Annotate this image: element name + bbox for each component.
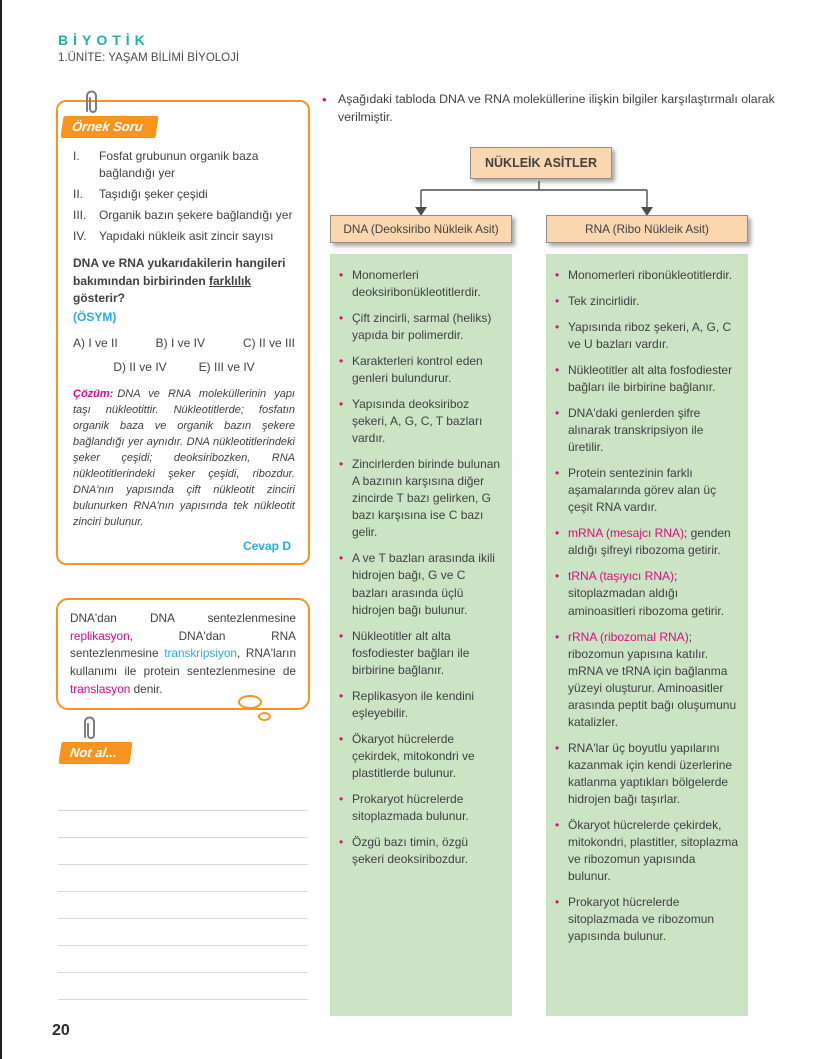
- bullet-icon: •: [555, 629, 560, 644]
- bullet-item: [555, 817, 739, 885]
- bullet-item: [555, 405, 739, 456]
- bullet-icon: •: [322, 92, 327, 107]
- note-box: [56, 726, 310, 1016]
- bullet-icon: •: [339, 354, 344, 369]
- highlighted-term: rRNA (ribozomal RNA): [568, 629, 689, 644]
- bullet-icon: •: [339, 628, 344, 643]
- page-edge-line: [0, 0, 2, 1059]
- bullet-item: [339, 310, 503, 344]
- answer-option: A) I ve II: [73, 336, 118, 351]
- bullet-text: Ökaryot hücrelerde çekirdek, mitokondri ve plastitlerde bulunur.: [352, 731, 475, 780]
- solution-label: Çözüm:: [73, 388, 114, 401]
- bullet-icon: •: [339, 311, 344, 326]
- bullet-item: [339, 353, 503, 387]
- bullet-icon: •: [339, 834, 344, 849]
- brand-logo: BİYOTİK: [58, 32, 150, 48]
- item-numeral: II.: [73, 187, 84, 202]
- item-text: Taşıdığı şeker çeşidi: [99, 187, 208, 202]
- bullet-text: mRNA (mesajcı RNA); genden aldığı şifreyi ribozoma getirir.: [568, 526, 731, 558]
- bullet-item: [339, 688, 503, 722]
- question-item: [73, 207, 295, 224]
- note-ruled-lines: [58, 784, 308, 1012]
- item-text: Organik bazın şekere bağlandığı yer: [99, 208, 293, 223]
- bullet-icon: •: [555, 466, 560, 481]
- question-source: (ÖSYM): [73, 310, 117, 325]
- bullet-text: Çift zincirli, sarmal (heliks) yapıda bir polimerdir.: [352, 311, 492, 343]
- bullet-icon: •: [555, 406, 560, 421]
- unit-title: 1.ÜNİTE: YAŞAM BİLİMİ BİYOLOJİ: [58, 52, 240, 64]
- bullet-item: [339, 550, 503, 618]
- example-question-tab: Örnek Soru: [60, 116, 158, 138]
- bullet-text: Prokaryot hücrelerde sitoplazmada bulunur.: [352, 791, 469, 823]
- question-item: [73, 228, 295, 245]
- item-numeral: I.: [73, 149, 80, 163]
- question-suffix: gösterir?: [73, 290, 126, 305]
- bullet-item: [555, 465, 739, 516]
- text-segment: denir.: [130, 681, 163, 696]
- bullet-item: [555, 740, 739, 808]
- bullet-text: Nükleotitler alt alta fosfodiester bağları ile birbirine bağlanır.: [568, 363, 733, 395]
- bullet-icon: •: [555, 363, 560, 378]
- example-question-box: [56, 100, 310, 565]
- highlighted-term: tRNA (taşıyıcı RNA): [568, 569, 675, 584]
- bullet-icon: •: [555, 894, 560, 909]
- item-numeral: IV.: [73, 229, 87, 244]
- page-number: 20: [52, 1022, 70, 1039]
- bullet-text: Ökaryot hücrelerde çekirdek, mitokondri, plastitler, sitoplazma ve ribozomun yapısında bulunur.: [568, 817, 739, 883]
- question-item: [73, 148, 295, 182]
- bullet-icon: •: [555, 740, 560, 755]
- bullet-item: [339, 396, 503, 447]
- bubble-tail-large: [238, 695, 262, 709]
- solution-body: DNA ve RNA moleküllerinin yapı taşı nükleotittir. Nükleotitlerde; fosfatın organik baza ve organik bazın şekere bağlandığı yer aynıdır. DNA nükleotitlerindeki şeker çeşidi; deoksiribozken, RNA nükleotitlerindeki şeker çeşidi, ribozdur. DNA'nın yapısında çift nükleotit zinciri bulunurken RNA'nın yapısında tek nükleotit zinciri bulunur.: [73, 388, 295, 528]
- bullet-icon: •: [555, 526, 560, 541]
- text-segment: translasyon: [70, 681, 131, 696]
- answer-option: B) I ve IV: [155, 336, 206, 351]
- bullet-text: Zincirlerden birinde bulunan A bazının karşısına diğer zincirde T bazı gelirken, G bazı karşısına ise C bazı gelir.: [352, 457, 501, 540]
- bullet-item: [339, 834, 503, 868]
- question-text: [73, 255, 295, 307]
- bullet-icon: •: [555, 320, 560, 335]
- bullet-icon: •: [339, 268, 344, 282]
- bullet-text: Yapısında deoksiriboz şekeri, A, G, C, T bazları vardır.: [352, 397, 483, 446]
- text-segment: , DNA'dan RNA sentezlenmesine: [70, 628, 296, 661]
- bullet-icon: •: [339, 731, 344, 746]
- bullet-text: RNA'lar üç boyutlu yapılarını kazanmak için kendi üzerlerine katlanma yaptıkları bölgelerde hidrojen bağı taşırlar.: [568, 740, 733, 806]
- item-numeral: III.: [73, 208, 87, 223]
- question-prefix: DNA ve RNA yukarıdakilerin hangileri bakımından birbirinden: [73, 256, 286, 288]
- tree-connector-arrows: [330, 181, 748, 217]
- intro-text: Aşağıdaki tabloda DNA ve RNA moleküllerine ilişkin bilgiler karşılaştırmalı olarak verilmiştir.: [338, 92, 775, 125]
- item-text: Fosfat grubunun organik baza bağlandığı yer: [99, 149, 259, 181]
- bullet-text: Karakterleri kontrol eden genleri bulundurur.: [352, 354, 483, 386]
- question-items: [73, 148, 295, 245]
- bullet-text: Replikasyon ile kendini eşleyebilir.: [352, 688, 475, 720]
- bullet-text: Özgü bazı timin, özgü şekeri deoksiribozdur.: [352, 834, 469, 866]
- bullet-item: [555, 362, 739, 396]
- question-underlined-word: farklılık: [209, 273, 252, 288]
- answer-option: C) II ve III: [242, 336, 295, 351]
- bullet-icon: •: [339, 688, 344, 703]
- bullet-icon: •: [339, 551, 344, 566]
- bullet-text: Protein sentezinin farklı aşamalarında görev alan üç çeşit RNA vardır.: [568, 466, 717, 515]
- solution-paragraph: [73, 387, 295, 530]
- text-segment: replikasyon: [70, 628, 130, 643]
- comparison-intro: [322, 90, 808, 127]
- bubble-tail-small: [258, 712, 271, 721]
- bullet-icon: •: [555, 268, 560, 282]
- answer-option: D) II ve IV: [113, 360, 167, 375]
- options-row-2: [73, 360, 295, 374]
- item-text: Yapıdaki nükleik asit zincir sayısı: [99, 229, 274, 244]
- bullet-icon: •: [339, 791, 344, 806]
- bullet-item: [339, 456, 503, 541]
- bullet-text: Monomerleri deoksiribonükleotitlerdir.: [352, 268, 481, 300]
- bullet-item: [339, 628, 503, 679]
- info-bubble: [56, 598, 310, 710]
- bullet-text: Monomerleri ribonükleotitlerdir.: [568, 268, 733, 282]
- bullet-item: [555, 629, 739, 731]
- dna-panel: [330, 254, 512, 1016]
- bullet-item: [555, 894, 739, 945]
- nucleic-acids-root-box: NÜKLEİK ASİTLER: [470, 147, 612, 179]
- options-row-1: [73, 336, 295, 350]
- bullet-item: [339, 267, 503, 301]
- bullet-item: [555, 568, 739, 619]
- bullet-item: [555, 293, 739, 310]
- bullet-text: Yapısında riboz şekeri, A, G, C ve U bazları vardır.: [568, 320, 732, 352]
- bullet-item: [555, 319, 739, 353]
- text-segment: DNA'dan DNA sentezlenmesine: [70, 611, 296, 625]
- answer-label: Cevap D: [242, 538, 291, 553]
- note-tab: Not al...: [58, 742, 132, 764]
- answer-option: E) III ve IV: [198, 360, 255, 375]
- bullet-item: [339, 731, 503, 782]
- bullet-icon: •: [555, 569, 560, 584]
- bullet-item: [339, 791, 503, 825]
- bullet-text: Tek zincirlidir.: [568, 294, 640, 309]
- bullet-item: [555, 267, 739, 284]
- bullet-text: Prokaryot hücrelerde sitoplazmada ve ribozomun yapısında bulunur.: [568, 894, 715, 944]
- bullet-text: DNA'daki genlerden şifre alınarak transkripsiyon ile üretilir.: [568, 406, 704, 455]
- text-segment: , RNA'ların kullanımı ile protein sentezlenmesine de: [70, 646, 296, 679]
- bullet-icon: •: [339, 457, 344, 472]
- question-item: [73, 186, 295, 203]
- rna-panel: [546, 254, 748, 1016]
- text-segment: transkripsiyon: [164, 646, 237, 661]
- bullet-text: tRNA (taşıyıcı RNA); sitoplazmadan aldığı aminoasitleri ribozoma getirir.: [568, 569, 725, 618]
- bullet-text: A ve T bazları arasında ikili hidrojen bağı, G ve C bazları arasında üçlü hidrojen bağı bulunur.: [352, 551, 495, 617]
- highlighted-term: mRNA (mesajcı RNA): [568, 526, 685, 541]
- bullet-item: [555, 525, 739, 559]
- bullet-text: Nükleotitler alt alta fosfodiester bağları ile birbirine bağlanır.: [352, 628, 470, 677]
- bullet-icon: •: [555, 817, 560, 832]
- bullet-icon: •: [339, 397, 344, 412]
- rna-column-header: RNA (Ribo Nükleik Asit): [546, 215, 748, 243]
- bullet-icon: •: [555, 294, 560, 309]
- dna-column-header: DNA (Deoksiribo Nükleik Asit): [330, 215, 512, 243]
- bullet-text: rRNA (ribozomal RNA); ribozomun yapısına katılır. mRNA ve tRNA için bağlanma yüzeyi oluşturur. Aminoasitler arasında peptit bağı oluşumunu katalizler.: [568, 629, 737, 729]
